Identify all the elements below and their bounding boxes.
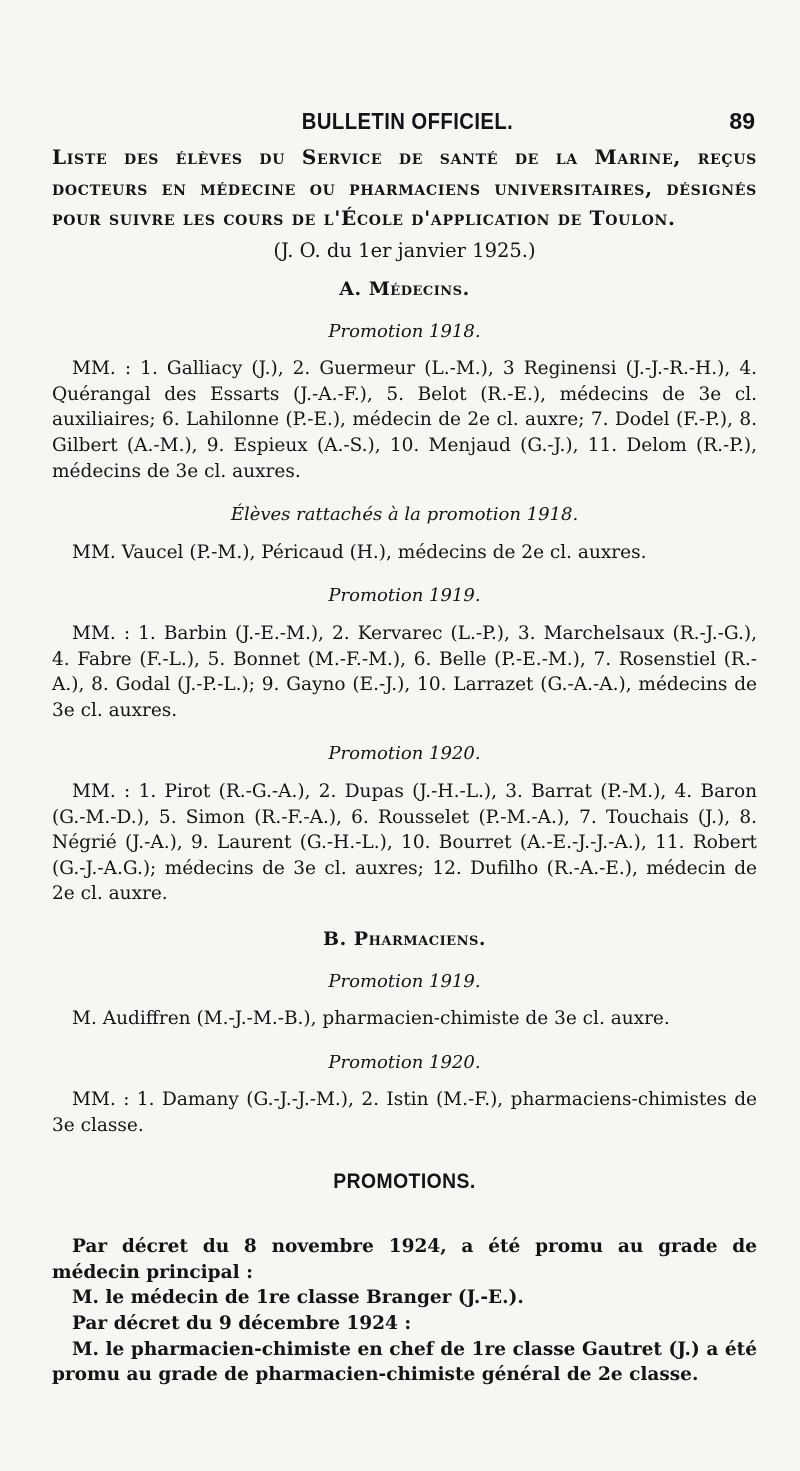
promotion-list: MM. : 1. Damany (G.-J.-J.-M.), 2. Istin (M.-F.), pharmaciens-chimistes de 3e classe. — [52, 1089, 757, 1136]
promotion-heading: Promotion 1919. — [328, 970, 481, 992]
promotions-section — [52, 1234, 757, 1388]
decree-paragraph: Par décret du 8 novembre 1924, a été promu au grade de médecin principal : — [52, 1236, 757, 1283]
promotion-heading: Promotion 1919. — [328, 585, 481, 607]
promotion-heading: Promotion 1920. — [328, 743, 481, 765]
section-medecins — [52, 277, 757, 907]
promotion-list: MM. : 1. Barbin (J.-E.-M.), 2. Kervarec (L.-P.), 3. Marchelsaux (R.-J.-G.), 4. Fabre (F.-L.), 5. Bonnet (M.-F.-M.), 6. Belle (P.-E.-M.), 7. Rosenstiel (R.-A.), 8. Godal (J.-P.-L.); 9. Gayno (E.-J.), 10. Larrazet (G.-A.-A.), médecins de 3e cl. auxres. — [52, 623, 757, 721]
promotion-list: M. Audiffren (M.-J.-M.-B.), pharmacien-chimiste de 3e cl. auxre. — [72, 1008, 670, 1030]
promotion-list: MM. Vaucel (P.-M.), Péricaud (H.), médecins de 2e cl. auxres. — [72, 541, 647, 563]
decree-paragraph: Par décret du 9 décembre 1924 : — [72, 1312, 412, 1334]
source-line: (J. O. du 1er janvier 1925.) — [273, 238, 536, 262]
page-number: 89 — [729, 108, 755, 134]
decree-paragraph: M. le médecin de 1re classe Branger (J.-E.). — [72, 1287, 524, 1309]
section-pharmaciens — [52, 927, 757, 1139]
promotion-list: MM. : 1. Galliacy (J.), 2. Guermeur (L.-M.), 3 Reginensi (J.-J.-R.-H.), 4. Quérangal des Essarts (J.-A.-F.), 5. Belot (R.-E.), médecins de 3e cl. auxiliaires; 6. Lahilonne (P.-E.), médecin de 2e cl. auxre; 7. Dodel (F.-P.), 8. Gilbert (A.-M.), 9. Espieux (A.-S.), 10. Menjaud (G.-J.), 11. Delom (R.-P.), médecins de 3e cl. auxres. — [52, 358, 757, 482]
running-head — [60, 100, 755, 140]
article-body — [52, 142, 757, 1388]
section-heading: A. Médecins. — [339, 278, 470, 301]
section-heading: B. Pharmaciens. — [323, 927, 486, 950]
promotion-heading: Élèves rattachés à la promotion 1918. — [230, 504, 579, 526]
promotion-heading: Promotion 1918. — [328, 320, 481, 342]
list-title: Liste des élèves du Service de santé de la Marine, reçus docteurs en médecine ou pharmaciens universitaires, désignés pour suivre les cours de l'École d'application de Toulon. — [52, 145, 757, 230]
promotions-heading: PROMOTIONS. — [333, 1169, 476, 1193]
bulletin-title: BULLETIN OFFICIEL. — [301, 108, 514, 134]
promotion-heading: Promotion 1920. — [328, 1051, 481, 1073]
decree-paragraph: M. le pharmacien-chimiste en chef de 1re classe Gautret (J.) a été promu au grade de pharmacien-chimiste général de 2e classe. — [52, 1338, 757, 1386]
promotion-list: MM. : 1. Pirot (R.-G.-A.), 2. Dupas (J.-H.-L.), 3. Barrat (P.-M.), 4. Baron (G.-M.-D.), 5. Simon (R.-F.-A.), 6. Rousselet (P.-M.-A.), 7. Touchais (J.), 8. Négrié (J.-A.), 9. Laurent (G.-H.-L.), 10. Bourret (A.-E.-J.-J.-A.), 11. Robert (G.-J.-A.G.); médecins de 3e cl. auxres; 12. Dufilho (R.-A.-E.), médecin de 2e cl. auxre. — [52, 781, 757, 905]
